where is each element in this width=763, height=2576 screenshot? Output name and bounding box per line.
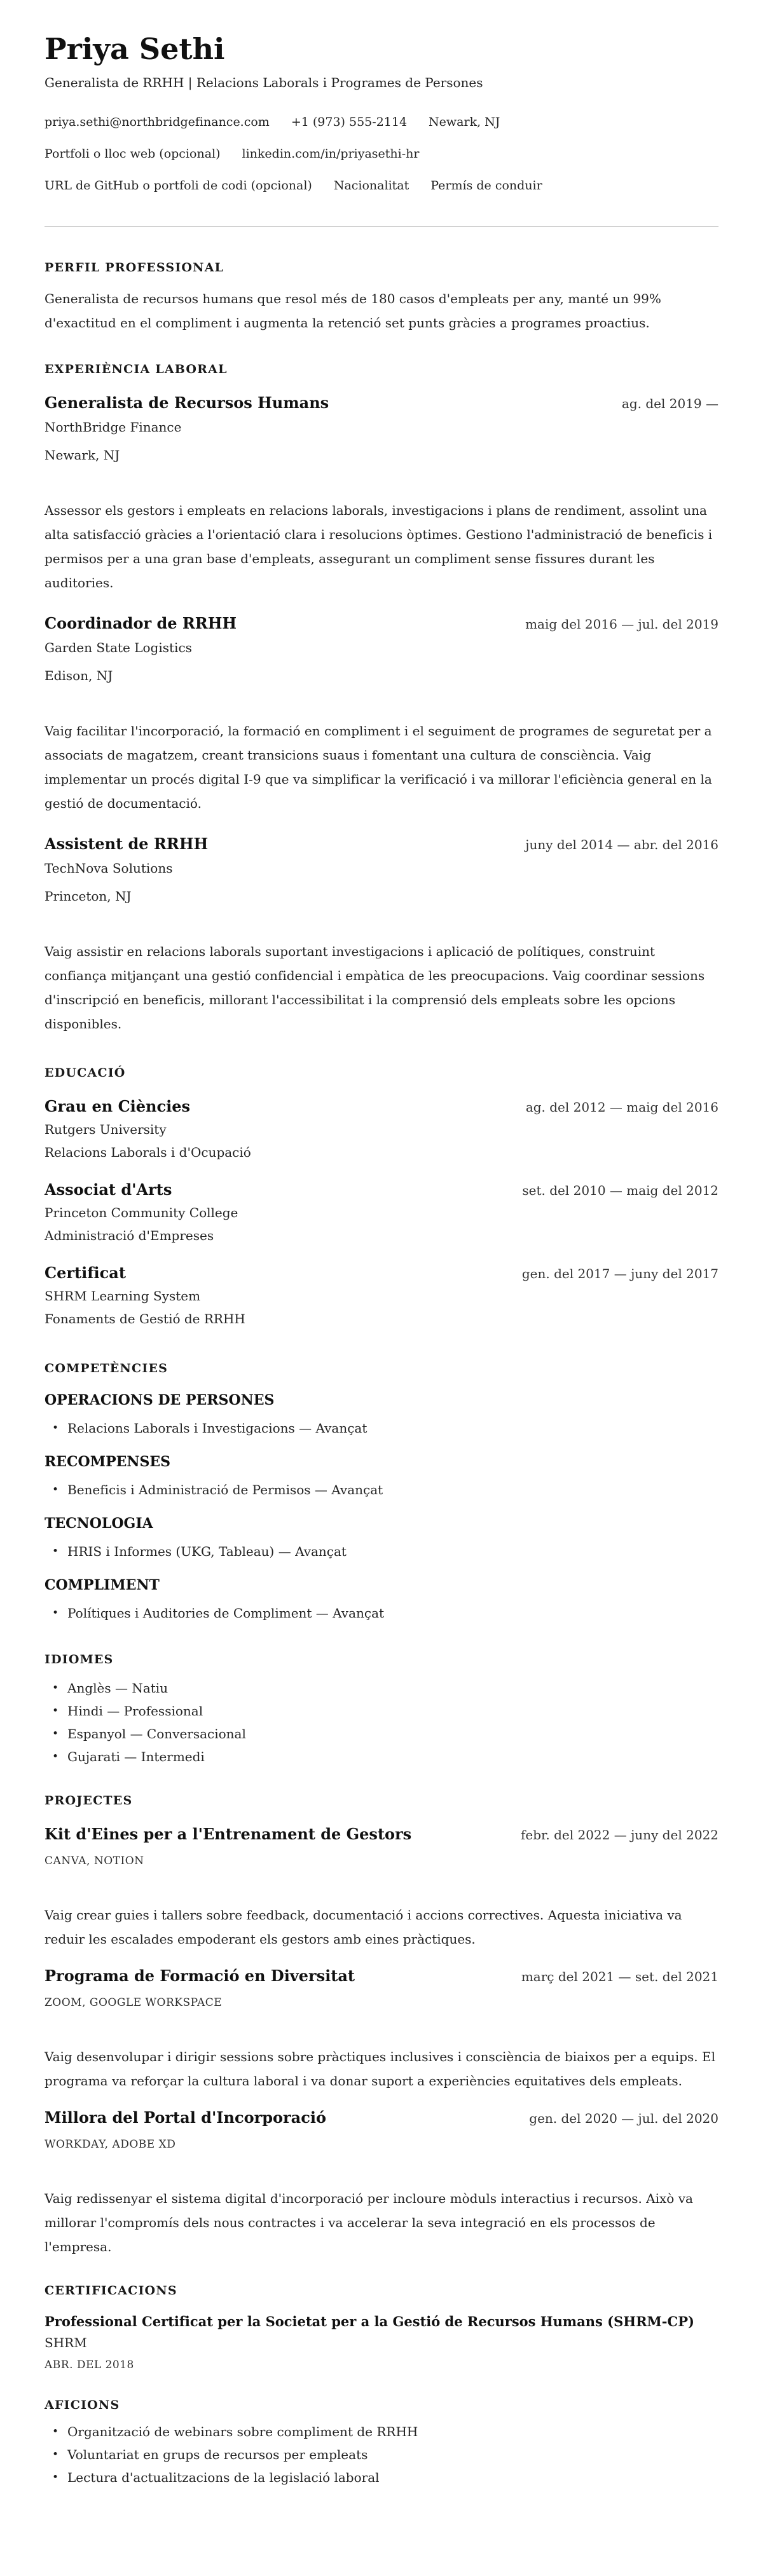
project-header <box>45 2108 718 2128</box>
education-dates: ag. del 2012 — maig del 2016 <box>525 1100 718 1115</box>
contact-block <box>45 113 718 194</box>
list-item: • Anglès — Natiu <box>45 1679 718 1698</box>
job-description: Vaig facilitar l'incorporació, la formació en compliment i el seguiment de programes de seguretat per a associats de magatzem, creant transicions suaus i fomentant una cultura de consciència. Vaig implementar un procés digital I-9 que va simplificar la verificació i va millorar l'eficiència general en la gestió de documentació. <box>45 723 712 811</box>
project-title: Kit d'Eines per a l'Entrenament de Gestors <box>45 1825 412 1843</box>
section-label-certifications: CERTIFICACIONS <box>45 2284 177 2298</box>
job-entry <box>45 393 718 595</box>
job-header <box>45 393 718 413</box>
profile-summary: Generalista de recursos humans que resol més de 180 casos d'empleats per any, manté un 99% d'exactitud en el compliment i augmenta la retenció set punts gràcies a programes proactius. <box>45 291 661 331</box>
skill-group-title: RECOMPENSES <box>45 1454 171 1470</box>
contact-row-2 <box>45 145 718 163</box>
location-text: Newark, NJ <box>429 115 500 129</box>
section-skills <box>45 1361 718 1623</box>
job-entry <box>45 835 718 1036</box>
project-tools: ZOOM, GOOGLE WORKSPACE <box>45 1996 223 2009</box>
project-header <box>45 1966 718 1986</box>
job-dates: juny del 2014 — abr. del 2016 <box>525 837 718 852</box>
contact-row-1 <box>45 113 718 131</box>
job-location: Edison, NJ <box>45 668 113 683</box>
project-dates: març del 2021 — set. del 2021 <box>521 1969 718 1984</box>
certification-entry <box>45 2312 718 2372</box>
certification-date: ABR. DEL 2018 <box>45 2359 134 2371</box>
job-entry <box>45 614 718 815</box>
license-placeholder: Permís de conduir <box>430 179 542 193</box>
header-divider <box>45 226 718 227</box>
project-description: Vaig crear guies i tallers sobre feedback, documentació i accions correctives. Aquesta iniciativa va reduir les escalades empoderant els gestors amb eines pràctiques. <box>45 1907 682 1947</box>
project-description: Vaig redissenyar el sistema digital d'incorporació per incloure mòduls interactius i recursos. Això va millorar l'compromís dels nous contractes i va accelerar la seva integració en els processos de l'empresa. <box>45 2191 693 2254</box>
job-company: Garden State Logistics <box>45 640 192 655</box>
education-school: Rutgers University <box>45 1122 167 1137</box>
project-title: Millora del Portal d'Incorporació <box>45 2108 326 2127</box>
education-header <box>45 1264 718 1283</box>
education-entry <box>45 1180 718 1244</box>
language-list <box>45 1679 718 1766</box>
nationality-placeholder: Nacionalitat <box>333 179 409 193</box>
project-tools: WORKDAY, ADOBE XD <box>45 2138 176 2151</box>
section-label-languages: IDIOMES <box>45 1653 114 1666</box>
education-degree: Grau en Ciències <box>45 1097 191 1115</box>
education-degree: Certificat <box>45 1264 126 1282</box>
education-school: SHRM Learning System <box>45 1288 201 1304</box>
github-placeholder: URL de GitHub o portfoli de codi (opcional) <box>45 179 312 193</box>
list-item: • Lectura d'actualitzacions de la legislació laboral <box>45 2468 718 2487</box>
project-header <box>45 1825 718 1844</box>
section-certifications <box>45 2283 718 2372</box>
section-experience <box>45 362 718 1036</box>
job-title: Generalista de Recursos Humans <box>45 393 329 412</box>
project-tools: CANVA, NOTION <box>45 1855 144 1867</box>
contact-row-3 <box>45 177 718 194</box>
hobby-list <box>45 2422 718 2487</box>
list-item: • Organització de webinars sobre compliment de RRHH <box>45 2422 718 2441</box>
linkedin-text: linkedin.com/in/priyasethi-hr <box>242 147 420 161</box>
section-label-hobbies: AFICIONS <box>45 2398 120 2412</box>
skill-group-title: OPERACIONS DE PERSONES <box>45 1392 275 1408</box>
job-header <box>45 835 718 854</box>
job-company: TechNova Solutions <box>45 861 173 876</box>
project-entry <box>45 1825 718 1951</box>
list-item: • Polítiques i Auditories de Compliment — Avançat <box>45 1604 718 1623</box>
job-description: Vaig assistir en relacions laborals suportant investigacions i aplicació de polítiques, construint confiança mitjançant una gestió confidencial i empàtica de les preocupacions. Vaig coordinar sessions d'inscripció en beneficis, millorant l'accessibilitat i la comprensió dels empleats sobre les opcions disponibles. <box>45 944 705 1032</box>
job-location: Newark, NJ <box>45 447 120 463</box>
project-description: Vaig desenvolupar i dirigir sessions sobre pràctiques inclusives i consciència de biaixos per a equips. El programa va reforçar la cultura laboral i va donar suport a experiències equitatives dels empleats. <box>45 2049 715 2089</box>
section-label-education: EDUCACIÓ <box>45 1066 126 1080</box>
section-label-projects: PROJECTES <box>45 1794 133 1808</box>
project-dates: febr. del 2022 — juny del 2022 <box>520 1827 718 1843</box>
skill-list <box>45 1542 718 1561</box>
list-item: • Relacions Laborals i Investigacions — Avançat <box>45 1419 718 1438</box>
list-item: • Beneficis i Administració de Permisos — Avançat <box>45 1480 718 1499</box>
education-field: Relacions Laborals i d'Ocupació <box>45 1145 251 1160</box>
education-dates: set. del 2010 — maig del 2012 <box>522 1183 718 1198</box>
phone-text: +1 (973) 555-2114 <box>291 115 408 129</box>
list-item: • Gujarati — Intermedi <box>45 1747 718 1766</box>
skill-group-title: TECNOLOGIA <box>45 1515 153 1532</box>
section-hobbies <box>45 2397 718 2487</box>
list-item: • Espanyol — Conversacional <box>45 1724 718 1743</box>
section-profile <box>45 260 718 335</box>
education-header <box>45 1180 718 1200</box>
section-projects <box>45 1793 718 2259</box>
job-title: Coordinador de RRHH <box>45 614 237 632</box>
section-education <box>45 1065 718 1328</box>
section-label-skills: COMPETÈNCIES <box>45 1361 168 1375</box>
job-dates: maig del 2016 — jul. del 2019 <box>525 617 718 632</box>
section-label-profile: PERFIL PROFESSIONAL <box>45 261 224 275</box>
section-label-experience: EXPERIÈNCIA LABORAL <box>45 362 228 376</box>
education-school: Princeton Community College <box>45 1205 238 1220</box>
skill-list <box>45 1480 718 1499</box>
skill-list <box>45 1604 718 1623</box>
skill-list <box>45 1419 718 1438</box>
education-field: Administració d'Empreses <box>45 1228 214 1243</box>
project-dates: gen. del 2020 — jul. del 2020 <box>529 2111 718 2126</box>
skill-group-title: COMPLIMENT <box>45 1577 160 1593</box>
list-item: • Voluntariat en grups de recursos per empleats <box>45 2445 718 2464</box>
job-location: Princeton, NJ <box>45 889 132 904</box>
education-entry <box>45 1097 718 1161</box>
job-header <box>45 614 718 634</box>
education-header <box>45 1097 718 1117</box>
project-entry <box>45 1966 718 2093</box>
job-dates: ag. del 2019 — <box>621 396 718 411</box>
job-title: Assistent de RRHH <box>45 835 209 853</box>
section-languages <box>45 1652 718 1766</box>
candidate-headline: Generalista de RRHH | Relacions Laborals i Programes de Persones <box>45 75 483 90</box>
portfolio-placeholder: Portfoli o lloc web (opcional) <box>45 147 221 161</box>
resume-header <box>45 32 718 194</box>
job-description: Assessor els gestors i empleats en relacions laborals, investigacions i plans de rendiment, assolint una alta satisfacció gràcies a l'orientació clara i resolucions òptimes. Gestiono l'administració de beneficis i permisos per a una gran base d'empleats, assegurant un compliment sense fissures durant les auditories. <box>45 503 713 590</box>
certification-issuer: SHRM <box>45 2335 87 2350</box>
list-item: • HRIS i Informes (UKG, Tableau) — Avançat <box>45 1542 718 1561</box>
education-degree: Associat d'Arts <box>45 1180 172 1199</box>
certification-title: Professional Certificat per la Societat per a la Gestió de Recursos Humans (SHRM-CP) <box>45 2314 694 2329</box>
education-dates: gen. del 2017 — juny del 2017 <box>521 1266 718 1281</box>
list-item: • Hindi — Professional <box>45 1701 718 1721</box>
project-entry <box>45 2108 718 2259</box>
education-field: Fonaments de Gestió de RRHH <box>45 1311 245 1326</box>
candidate-name: Priya Sethi <box>45 32 225 66</box>
education-entry <box>45 1264 718 1328</box>
email-text: priya.sethi@northbridgefinance.com <box>45 115 270 129</box>
job-company: NorthBridge Finance <box>45 419 182 435</box>
project-title: Programa de Formació en Diversitat <box>45 1966 355 1985</box>
